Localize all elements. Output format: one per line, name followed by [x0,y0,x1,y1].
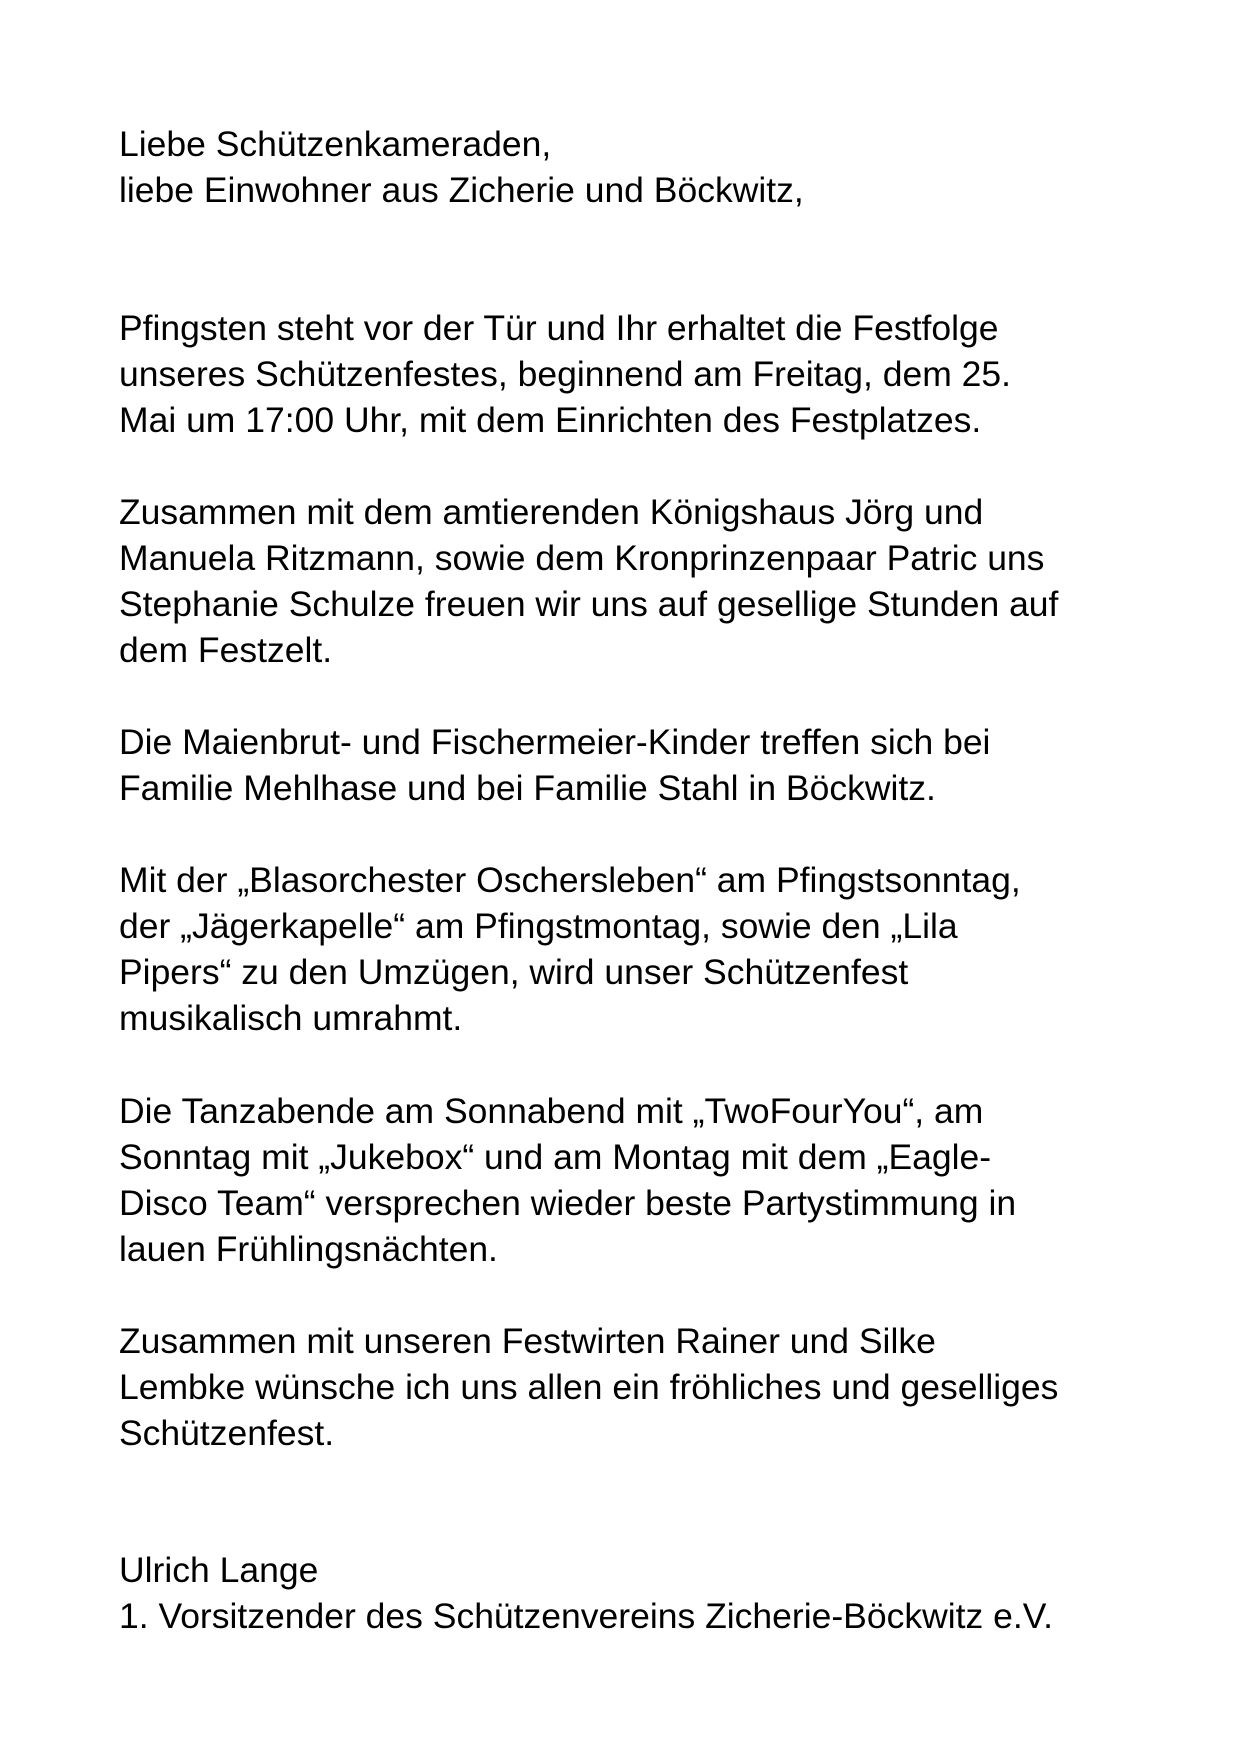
paragraph-line: Stephanie Schulze freuen wir uns auf gesellige Stunden auf [119,584,1059,624]
paragraph-line: Mai um 17:00 Uhr, mit dem Einrichten des Festplatzes. [119,400,982,440]
paragraph-line: Die Maienbrut- und Fischermeier-Kinder treffen sich bei [119,722,991,762]
paragraph-line: musikalisch umrahmt. [119,998,463,1038]
paragraph-line: unseres Schützenfestes, beginnend am Freitag, dem 25. [119,354,1011,394]
paragraph-line: der „Jägerkapelle“ am Pfingstmontag, sowie den „Lila [119,906,958,946]
paragraph-line: Schützenfest. [119,1413,335,1453]
greeting-line: liebe Einwohner aus Zicherie und Böckwitz, [119,170,804,210]
paragraph-line: Disco Team“ versprechen wieder beste Partystimmung in [119,1183,1017,1223]
paragraph-line: Pfingsten steht vor der Tür und Ihr erhaltet die Festfolge [119,308,999,348]
paragraph-line: Familie Mehlhase und bei Familie Stahl in Böckwitz. [119,768,936,808]
paragraph-line: Sonntag mit „Jukebox“ und am Montag mit dem „Eagle- [119,1137,992,1177]
paragraph-line: lauen Frühlingsnächten. [119,1229,498,1269]
paragraph-line: Manuela Ritzmann, sowie dem Kronprinzenpaar Patric uns [119,538,1045,578]
paragraph-line: Zusammen mit unseren Festwirten Rainer und Silke [119,1321,936,1361]
paragraph-royal-house [119,489,1149,673]
paragraph-closing [119,1318,1149,1456]
paragraph-children [119,719,1149,811]
signature-name: Ulrich Lange [119,1550,319,1590]
paragraph-dance-evenings [119,1088,1149,1272]
paragraph-line: Zusammen mit dem amtierenden Königshaus Jörg und [119,492,984,532]
greeting-line: Liebe Schützenkameraden, [119,124,552,164]
signature [119,1547,1149,1639]
signature-title: 1. Vorsitzender des Schützenvereins Zicherie-Böckwitz e.V. [119,1596,1053,1636]
paragraph-music [119,857,1149,1041]
paragraph-line: Mit der „Blasorchester Oschersleben“ am Pfingstsonntag, [119,860,1021,900]
greeting [119,121,1149,213]
paragraph-line: Lembke wünsche ich uns allen ein fröhliches und geselliges [119,1367,1059,1407]
paragraph-festival-start [119,305,1149,443]
paragraph-line: Die Tanzabende am Sonnabend mit „TwoFourYou“, am [119,1091,984,1131]
paragraph-line: dem Festzelt. [119,630,333,670]
paragraph-line: Pipers“ zu den Umzügen, wird unser Schützenfest [119,952,909,992]
